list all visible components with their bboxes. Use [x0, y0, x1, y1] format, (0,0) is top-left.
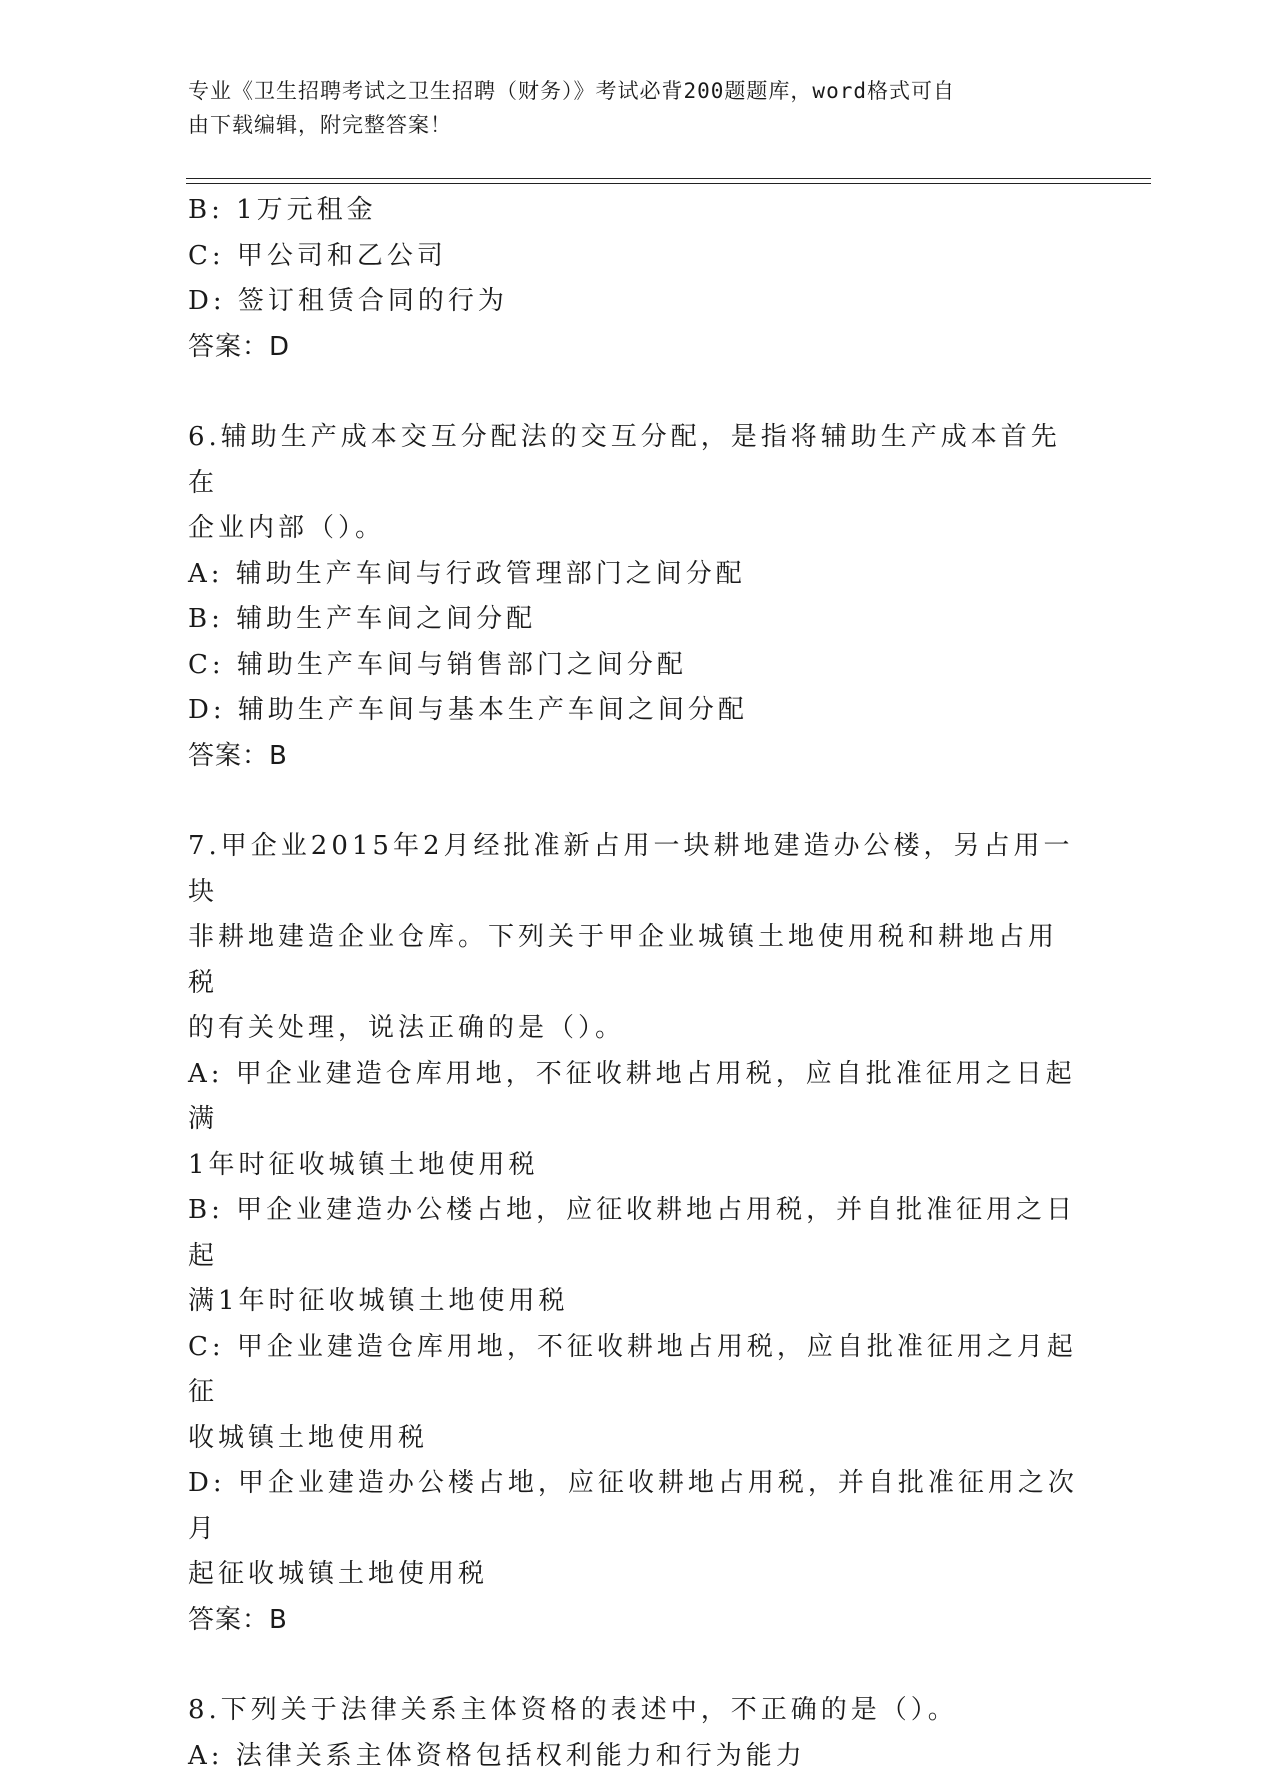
- question-content: [188, 188, 1083, 1779]
- q6-stem-line-2: 企业内部（）。: [188, 506, 1083, 552]
- q7-option-c-line-1: C: 甲企业建造仓库用地，不征收耕地占用税，应自批准征用之月起征: [188, 1325, 1083, 1416]
- q6-option-b: B: 辅助生产车间之间分配: [188, 597, 1083, 643]
- q7-stem-line-1: 7.甲企业2015年2月经批准新占用一块耕地建造办公楼，另占用一块: [188, 824, 1083, 915]
- q8-option-a: A: 法律关系主体资格包括权利能力和行为能力: [188, 1734, 1083, 1779]
- header-divider-bottom: [186, 183, 1151, 184]
- q6-option-d: D: 辅助生产车间与基本生产车间之间分配: [188, 688, 1083, 734]
- question-6: [188, 415, 1083, 779]
- q7-option-d-line-2: 起征收城镇土地使用税: [188, 1552, 1083, 1598]
- q7-option-a-line-1: A: 甲企业建造仓库用地，不征收耕地占用税，应自批准征用之日起满: [188, 1052, 1083, 1143]
- question-5-tail: [188, 188, 1083, 370]
- document-header: [188, 74, 1068, 142]
- question-8: [188, 1688, 1083, 1779]
- header-line-1: 专业《卫生招聘考试之卫生招聘（财务）》考试必背200题题库，word格式可自: [188, 74, 1068, 108]
- q7-option-a-line-2: 1年时征收城镇土地使用税: [188, 1143, 1083, 1189]
- q7-stem-line-2: 非耕地建造企业仓库。下列关于甲企业城镇土地使用税和耕地占用税: [188, 915, 1083, 1006]
- q7-stem-line-3: 的有关处理，说法正确的是（）。: [188, 1006, 1083, 1052]
- question-7: [188, 824, 1083, 1643]
- q5-option-c: C: 甲公司和乙公司: [188, 234, 1083, 280]
- q5-option-d: D: 签订租赁合同的行为: [188, 279, 1083, 325]
- q7-option-c-line-2: 收城镇土地使用税: [188, 1416, 1083, 1462]
- q6-stem-line-1: 6.辅助生产成本交互分配法的交互分配，是指将辅助生产成本首先在: [188, 415, 1083, 506]
- q8-stem-line-1: 8.下列关于法律关系主体资格的表述中，不正确的是（）。: [188, 1688, 1083, 1734]
- q7-option-b-line-2: 满1年时征收城镇土地使用税: [188, 1279, 1083, 1325]
- q6-option-c: C: 辅助生产车间与销售部门之间分配: [188, 643, 1083, 689]
- q7-answer: 答案：B: [188, 1598, 1083, 1644]
- header-line-2: 由下载编辑，附完整答案！: [188, 108, 1068, 142]
- q5-answer: 答案：D: [188, 325, 1083, 371]
- q7-option-d-line-1: D: 甲企业建造办公楼占地，应征收耕地占用税，并自批准征用之次月: [188, 1461, 1083, 1552]
- q5-option-b: B: 1万元租金: [188, 188, 1083, 234]
- q7-option-b-line-1: B: 甲企业建造办公楼占地，应征收耕地占用税，并自批准征用之日起: [188, 1188, 1083, 1279]
- header-divider-top: [186, 178, 1151, 179]
- q6-answer: 答案：B: [188, 734, 1083, 780]
- q6-option-a: A: 辅助生产车间与行政管理部门之间分配: [188, 552, 1083, 598]
